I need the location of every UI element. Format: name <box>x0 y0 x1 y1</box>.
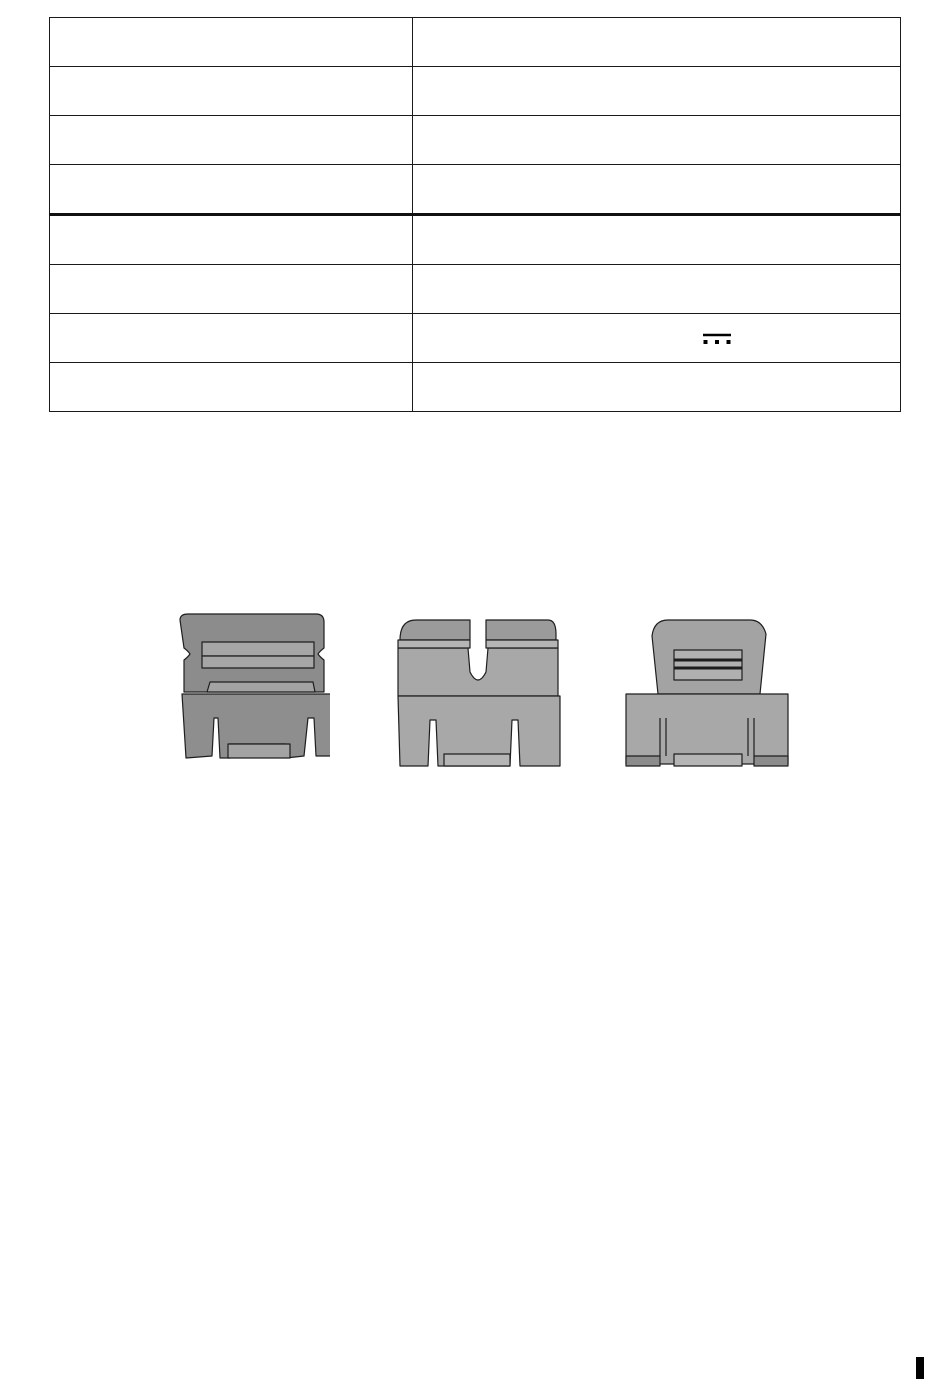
table-cell <box>50 363 413 412</box>
table-row <box>50 116 901 165</box>
table-cell <box>413 265 901 314</box>
table-cell <box>413 18 901 67</box>
table-row <box>50 314 901 363</box>
table-cell <box>50 165 413 215</box>
table-cell-dc <box>413 314 901 363</box>
table-row <box>50 265 901 314</box>
table-cell <box>50 116 413 165</box>
table-cell <box>413 215 901 265</box>
table-cell <box>50 67 413 116</box>
plug-adapter-c-icon <box>620 610 795 775</box>
table-cell <box>413 116 901 165</box>
table-cell <box>50 215 413 265</box>
table-row <box>50 165 901 215</box>
plug-adapters-figure <box>160 610 800 780</box>
table-cell <box>413 67 901 116</box>
table-row <box>50 67 901 116</box>
plug-adapter-b-icon <box>390 610 570 775</box>
table-cell <box>50 314 413 363</box>
table-cell <box>50 18 413 67</box>
table-cell <box>50 265 413 314</box>
table-cell <box>413 165 901 215</box>
table-cell <box>413 363 901 412</box>
specification-table <box>49 17 901 412</box>
dc-current-symbol-icon <box>702 333 732 345</box>
page-edge-marker <box>916 1357 924 1379</box>
table-row <box>50 18 901 67</box>
plug-adapter-a-icon <box>170 610 330 770</box>
table-row <box>50 363 901 412</box>
table-row <box>50 215 901 265</box>
